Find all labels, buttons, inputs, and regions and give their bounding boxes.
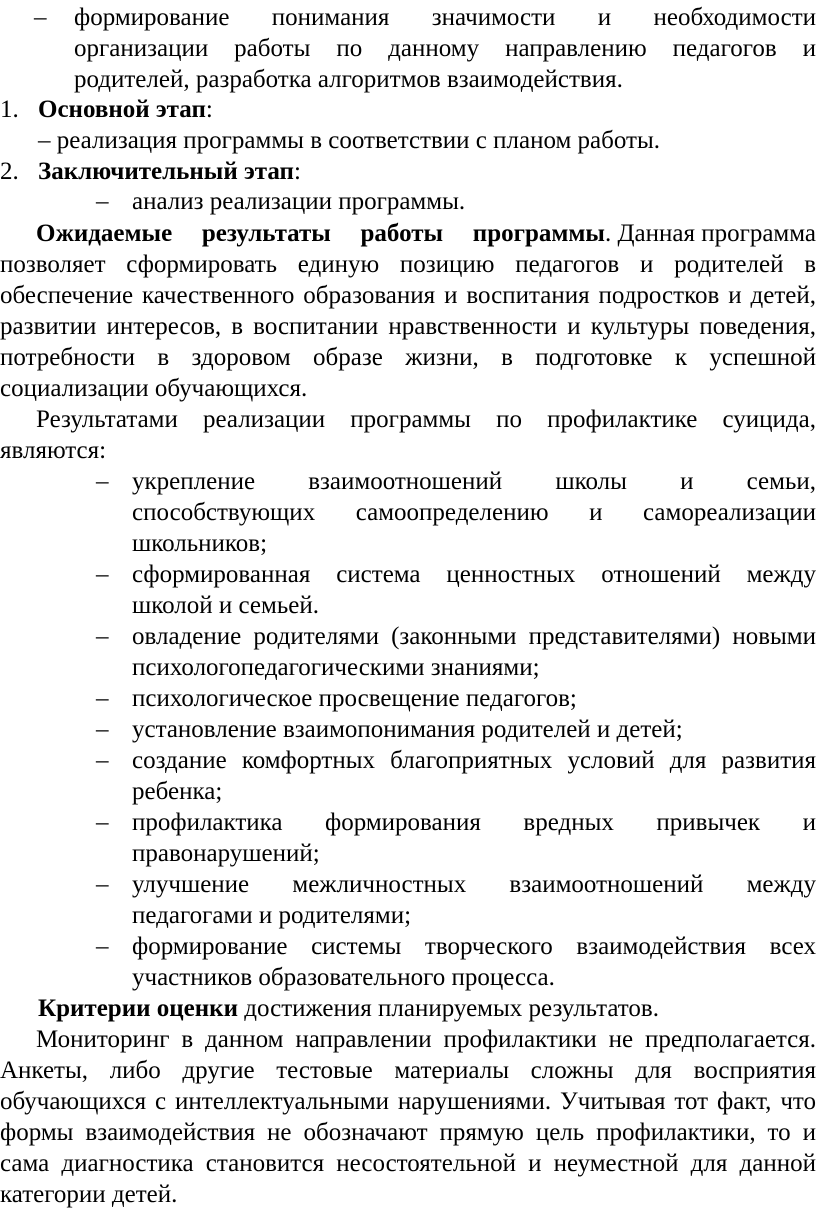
expected-line-6: социализации обучающихся. [0,375,308,402]
bullet-dash: – [96,188,109,215]
expected-heading: Ожидаемые результаты работы программы [36,220,605,247]
expected-line-2: позволяет сформировать единую позицию педагогов и родителей в [0,251,816,278]
result-item-8-line-1: улучшение межличностных взаимоотношений между [132,871,816,898]
criteria-line [38,993,659,1024]
stage-final-title: Заключительный этап [38,158,294,185]
result-item-4-line-1: психологическое просвещение педагогов; [132,685,577,712]
stage-final-heading [38,156,301,187]
criteria-rest: достижения планируемых результатов. [238,995,659,1022]
monitoring-line-4: формы взаимодействия не обозначают прямую цель профилактики, то и [0,1119,816,1146]
stage-main-heading [38,94,213,125]
bullet-dash: – [34,4,47,31]
result-item-2-line-1: сформированная система ценностных отношений между [132,561,816,588]
bullet-dash: – [96,685,109,712]
result-item-1-line-1: укрепление взаимоотношений школы и семьи, [132,468,816,495]
stage-main-item: – реализация программы в соответствии с планом работы. [38,127,661,154]
stage-main-colon: : [205,96,213,123]
result-item-8-line-2: педагогами и родителями; [132,902,412,929]
result-item-6-line-2: ребенка; [132,778,223,805]
result-item-3-line-2: психологопедагогическими знаниями; [132,654,540,681]
bullet-dash: – [96,809,109,836]
monitoring-line-5: сама диагностика становится несостоятельной и неуместной для данной [0,1150,816,1177]
result-item-2-line-2: школой и семьей. [132,592,319,619]
result-item-7-line-1: профилактика формирования вредных привычек и [132,809,816,836]
monitoring-line-6: категории детей. [0,1181,178,1208]
stage-final-colon: : [293,158,301,185]
result-item-9-line-2: участников образовательного процесса. [132,964,555,991]
result-item-6-line-1: создание комфортных благоприятных условий для развития [132,747,816,774]
results-line-2: являются: [0,437,107,464]
bullet-dash: – [96,933,109,960]
intro-bullet-line-3: родителей, разработка алгоритмов взаимодействия. [74,66,623,93]
expected-line-1 [36,218,816,249]
expected-line-3: обеспечение качественного образования и воспитания подростков и детей, [0,282,816,309]
result-item-1-line-2: способствующих самоопределению и самореализации [132,499,816,526]
intro-bullet-line-1: формирование понимания значимости и необходимости [74,4,816,31]
criteria-heading: Критерии оценки [38,995,238,1022]
result-item-7-line-2: правонарушений; [132,840,320,867]
bullet-dash: – [96,468,109,495]
intro-bullet-line-2: организации работы по данному направлению педагогов и [74,35,816,62]
stage-final-number: 2. [0,158,19,185]
bullet-dash: – [96,871,109,898]
stage-main-number: 1. [0,96,19,123]
stage-final-item: анализ реализации программы. [132,188,466,215]
monitoring-line-2: Анкеты, либо другие тестовые материалы сложны для восприятия [0,1057,816,1084]
expected-line-4: развитии интересов, в воспитании нравственности и культуры поведения, [0,313,816,340]
bullet-dash: – [96,561,109,588]
bullet-dash: – [96,716,109,743]
expected-line-5: потребности в здоровом образе жизни, в подготовке к успешной [0,344,816,371]
monitoring-line-3: обучающихся с интеллектуальными нарушениями. Учитывая тот факт, что [0,1088,816,1115]
bullet-dash: – [96,623,109,650]
bullet-dash: – [96,747,109,774]
result-item-9-line-1: формирование системы творческого взаимодействия всех [132,933,816,960]
monitoring-line-1: Мониторинг в данном направлении профилактики не предполагается. [36,1026,816,1053]
result-item-3-line-1: овладение родителями (законными представителями) новыми [132,623,816,650]
result-item-5-line-1: установление взаимопонимания родителей и детей; [132,716,683,743]
results-line-1: Результатами реализации программы по профилактике суицида, [36,406,816,433]
stage-main-title: Основной этап [38,96,206,123]
expected-line-1-rest: . Данная программа [604,220,816,247]
result-item-1-line-3: школьников; [132,530,268,557]
